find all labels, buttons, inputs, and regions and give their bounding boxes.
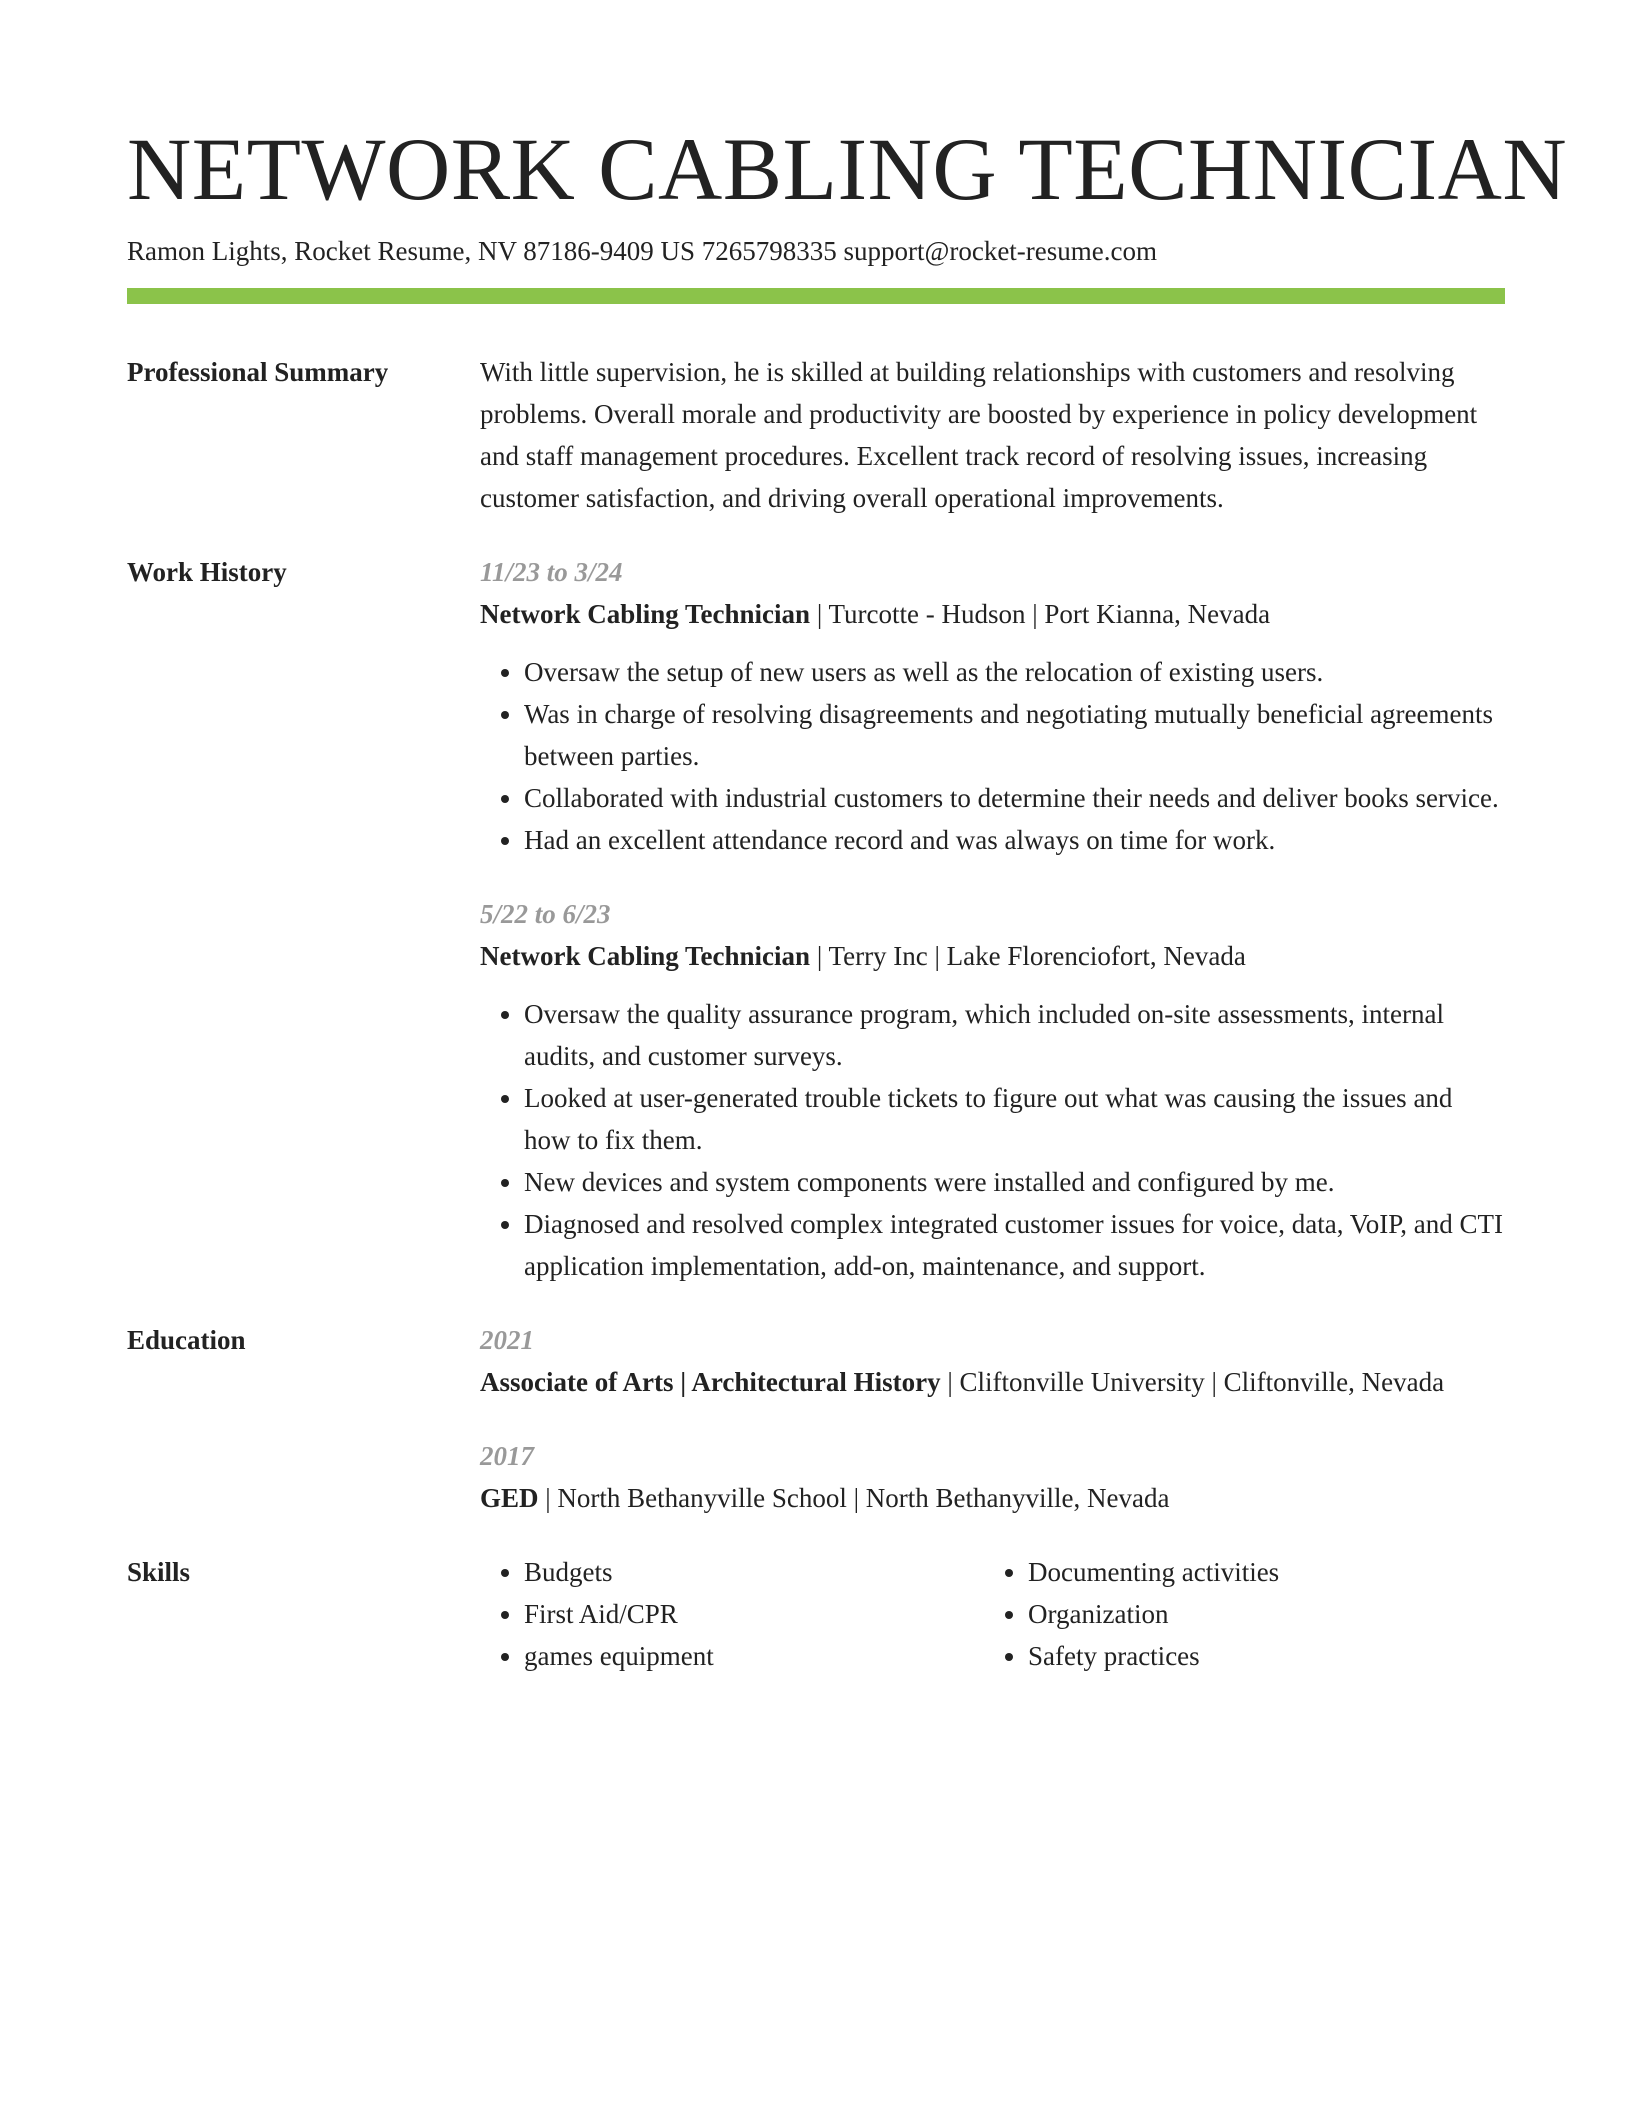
job-title: Network Cabling Technician [480,941,811,971]
skills-column-1 [480,1551,984,1677]
skill-item: • Documenting activities [1028,1551,1488,1593]
education-section [127,1319,1505,1519]
skills-body [480,1551,1505,1677]
work-history-section [127,551,1505,1287]
work-history-body [480,551,1505,1287]
skills-section [127,1551,1505,1677]
job-bullet: • Had an excellent attendance record and was always on time for work. [524,819,1505,861]
skills-columns [480,1551,1505,1677]
education-year: 2017 [480,1441,534,1471]
job-bullet: • Collaborated with industrial customers to determine their needs and deliver books service. [524,777,1505,819]
resume-name: NETWORK CABLING TECHNICIAN [127,121,1568,219]
education-year: 2021 [480,1325,534,1355]
job-bullet: • Diagnosed and resolved complex integrated customer issues for voice, data, VoIP, and CTI application implementation, add-on, maintenance, and support. [524,1203,1505,1287]
education-details: | North Bethanyville School | North Bethanyville, Nevada [538,1483,1170,1513]
job-details: | Terry Inc | Lake Florenciofort, Nevada [810,941,1246,971]
job-title: Network Cabling Technician [480,599,811,629]
section-label-education: Education [127,1325,246,1355]
summary-text: With little supervision, he is skilled at building relationships with customers and resolving problems. Overall morale and productivity are boosted by experience in policy development and staff management procedures. Excellent track record of resolving issues, increasing customer satisfaction, and driving overall operational improvements. [480,357,1478,513]
skill-item: • Safety practices [1028,1635,1488,1677]
job-bullets [480,651,1505,861]
job-bullet: • New devices and system components were installed and configured by me. [524,1161,1505,1203]
education-line [480,1361,1505,1403]
job-bullet: • Oversaw the quality assurance program, which included on-site assessments, internal audits, and customer surveys. [524,993,1505,1077]
job-entry [480,551,1505,861]
section-label-work: Work History [127,557,287,587]
skill-item: • First Aid/CPR [524,1593,984,1635]
header-divider [127,288,1505,304]
skill-item: • Budgets [524,1551,984,1593]
education-degree: Associate of Arts | Architectural History [480,1367,941,1397]
job-title-line [480,935,1505,977]
contact-info: Ramon Lights, Rocket Resume, NV 87186-9409 US 7265798335 support@rocket-resume.com [127,236,1157,266]
summary-section [127,351,1505,519]
skill-item: • Organization [1028,1593,1488,1635]
section-label-skills: Skills [127,1557,191,1587]
education-details: | Cliftonville University | Cliftonville, Nevada [940,1367,1445,1397]
education-degree: GED [480,1483,539,1513]
job-details: | Turcotte - Hudson | Port Kianna, Nevada [810,599,1271,629]
section-label-summary: Professional Summary [127,357,389,387]
job-dates: 5/22 to 6/23 [480,899,611,929]
skills-column-2 [984,1551,1488,1677]
job-bullet: • Was in charge of resolving disagreements and negotiating mutually beneficial agreements between parties. [524,693,1505,777]
education-body [480,1319,1505,1519]
job-dates: 11/23 to 3/24 [480,557,623,587]
job-entry [480,893,1505,1287]
education-entry [480,1435,1505,1519]
job-title-line [480,593,1505,635]
job-bullet: • Looked at user-generated trouble tickets to figure out what was causing the issues and how to fix them. [524,1077,1505,1161]
resume-page [127,118,1568,1677]
education-entry [480,1319,1505,1403]
skill-item: • games equipment [524,1635,984,1677]
job-bullet: • Oversaw the setup of new users as well as the relocation of existing users. [524,651,1505,693]
job-bullets [480,993,1505,1287]
education-line [480,1477,1505,1519]
